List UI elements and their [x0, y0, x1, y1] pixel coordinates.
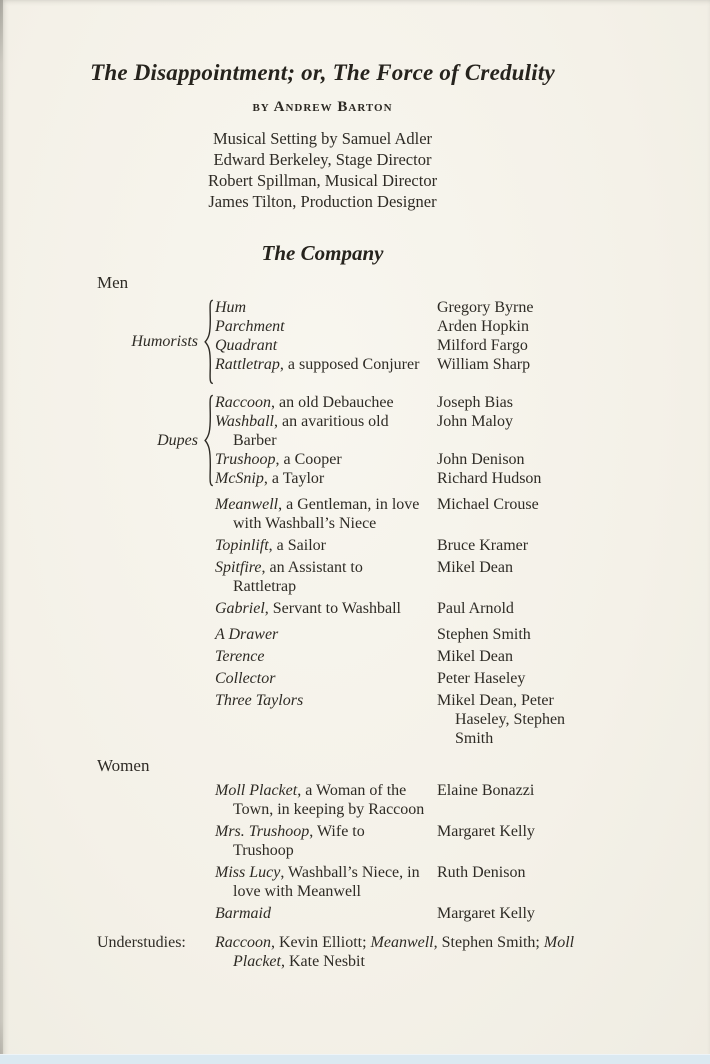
cast-entry	[215, 669, 710, 688]
production-credits	[0, 128, 645, 212]
cast-entry	[215, 536, 710, 555]
actor-name: Peter Haseley	[437, 669, 526, 687]
understudies-label: Understudies:	[97, 933, 186, 951]
role-desc: , an old Debauchee	[270, 393, 394, 411]
cast-entry	[215, 317, 710, 336]
actor-name: Stephen Smith	[437, 625, 531, 643]
cast-entry	[215, 599, 710, 618]
cast-group-dupes	[97, 393, 710, 488]
group-left	[97, 495, 215, 618]
role-cell	[215, 355, 437, 374]
role-cell	[215, 599, 437, 618]
understudy-item	[371, 934, 544, 951]
role-name: Trushoop	[215, 450, 276, 468]
cast-entry	[215, 625, 710, 644]
group-left	[97, 625, 215, 748]
role-name: Rattletrap	[215, 356, 280, 373]
cast-entry	[215, 336, 710, 355]
group-left	[97, 393, 215, 488]
cast-entry	[215, 450, 710, 469]
role-desc: , a supposed Conjurer	[279, 356, 420, 373]
actor-name: Joseph Bias	[437, 393, 513, 411]
understudies-section	[97, 933, 710, 971]
role-cell	[215, 495, 437, 533]
role-cell	[215, 469, 437, 488]
group-entries	[215, 298, 710, 386]
role-name: Terence	[215, 647, 265, 665]
group-entries	[215, 781, 710, 923]
byline: by Andrew Barton	[252, 99, 393, 115]
role-desc: , an avaritious old Barber	[233, 412, 389, 449]
actor-name: Mikel Dean, Peter Haseley, Stephen Smith	[437, 691, 566, 747]
actor-name: Michael Crouse	[437, 495, 539, 513]
role-name: Moll Placket	[215, 781, 298, 799]
cast-entry	[215, 355, 710, 374]
role-cell	[215, 393, 437, 412]
role-desc: , Washball’s Niece, in love with Meanwell	[233, 863, 420, 900]
role-desc: , Servant to Washball	[264, 599, 401, 617]
role-name: McSnip	[215, 469, 264, 487]
group-left	[97, 298, 215, 386]
role-name: Washball	[215, 412, 274, 430]
role-cell	[215, 450, 437, 469]
role-desc: , a Taylor	[263, 469, 325, 487]
role-cell	[215, 336, 437, 355]
actor-name: John Maloy	[437, 412, 513, 430]
actor-name: Richard Hudson	[437, 469, 542, 487]
role-cell	[215, 412, 437, 450]
role-cell	[215, 558, 437, 596]
role-desc: , a Cooper	[275, 450, 342, 468]
role-desc: , a Woman of the Town, in keeping by Raccoon	[233, 781, 425, 818]
group-label-humorists: Humorists	[131, 333, 198, 351]
actor-name: Mikel Dean	[437, 558, 513, 576]
role-cell	[215, 669, 437, 688]
group-entries	[215, 495, 710, 618]
group-label-dupes: Dupes	[157, 431, 198, 449]
role-name: Collector	[215, 669, 276, 687]
section-label-women: Women	[97, 755, 150, 775]
role-name: Raccoon	[215, 393, 271, 411]
credit-line: Edward Berkeley, Stage Director	[213, 150, 432, 169]
actor-name: Ruth Denison	[437, 863, 526, 881]
role-name: Quadrant	[215, 337, 278, 354]
company-heading: The Company	[261, 241, 384, 265]
cast-entry	[215, 904, 710, 923]
brace-icon	[203, 394, 215, 487]
cast-entry	[215, 393, 710, 412]
actor-name: Margaret Kelly	[437, 904, 535, 922]
role-cell	[215, 298, 437, 317]
group-entries	[215, 625, 710, 748]
cast-list	[97, 272, 710, 971]
actor-name: Elaine Bonazzi	[437, 781, 535, 799]
brace-icon	[203, 299, 215, 385]
understudies-content	[215, 933, 600, 971]
cast-entry	[215, 691, 710, 748]
section-label-men: Men	[97, 273, 129, 292]
cast-entry	[215, 822, 710, 860]
cast-entry	[215, 781, 710, 819]
scan-left-edge	[0, 0, 3, 1064]
cast-entry	[215, 298, 710, 317]
role-name: Miss Lucy	[215, 863, 281, 881]
cast-group-humorists	[97, 298, 710, 386]
role-desc: , an Assistant to Rattletrap	[233, 558, 363, 595]
actor-name: John Denison	[437, 450, 525, 468]
role-name: Parchment	[215, 318, 285, 335]
role-cell	[215, 781, 437, 819]
cast-entry	[215, 647, 710, 666]
actor-name: William Sharp	[437, 356, 531, 373]
role-cell	[215, 822, 437, 860]
actor-name: Gregory Byrne	[437, 299, 534, 316]
role-name: Three Taylors	[215, 691, 304, 709]
understudy-role: Raccoon	[215, 933, 271, 951]
actor-name: Paul Arnold	[437, 599, 514, 617]
role-name: Mrs. Trushoop	[215, 822, 310, 840]
understudy-role: Moll Placket	[233, 933, 575, 970]
cast-group-women	[97, 781, 710, 923]
actor-name: Mikel Dean	[437, 647, 513, 665]
role-desc: , a Sailor	[268, 536, 326, 554]
scan-bottom-edge	[0, 1054, 710, 1064]
cast-entry	[215, 863, 710, 901]
role-name: Spitfire	[215, 558, 262, 576]
credit-line: James Tilton, Production Designer	[208, 192, 437, 211]
role-cell	[215, 317, 437, 336]
role-name: Barmaid	[215, 904, 271, 922]
understudy-actor: , Kevin Elliott;	[270, 933, 371, 951]
group-left	[97, 781, 215, 923]
role-cell	[215, 904, 437, 923]
role-cell	[215, 647, 437, 666]
group-entries	[215, 393, 710, 488]
cast-entry	[215, 412, 710, 450]
role-cell	[215, 863, 437, 901]
cast-group-men-extras	[97, 625, 710, 748]
role-name: Meanwell	[215, 495, 279, 513]
role-cell	[215, 625, 437, 644]
role-name: Topinlift	[215, 536, 269, 554]
role-cell	[215, 691, 437, 748]
understudy-actor: , Stephen Smith;	[433, 933, 544, 951]
cast-entry	[215, 469, 710, 488]
actor-name: Arden Hopkin	[437, 318, 529, 335]
understudy-item	[215, 934, 371, 951]
page-title: The Disappointment; or, The Force of Credulity	[90, 60, 555, 85]
role-name: Hum	[215, 299, 247, 316]
actor-name: Milford Fargo	[437, 337, 528, 354]
actor-name: Margaret Kelly	[437, 822, 535, 840]
program-header	[0, 0, 645, 212]
cast-entry	[215, 495, 710, 533]
cast-entry	[215, 558, 710, 596]
understudy-actor: , Kate Nesbit	[280, 952, 365, 970]
credit-line: Musical Setting by Samuel Adler	[212, 129, 433, 148]
role-cell	[215, 536, 437, 555]
role-desc: , Wife to Trushoop	[233, 822, 365, 859]
credit-line: Robert Spillman, Musical Director	[207, 171, 438, 190]
cast-group-men-singles	[97, 495, 710, 618]
role-desc: , a Gentleman, in love with Washball’s Niece	[233, 495, 420, 532]
understudy-role: Meanwell	[370, 933, 434, 951]
role-name: A Drawer	[215, 625, 279, 643]
actor-name: Bruce Kramer	[437, 536, 529, 554]
role-name: Gabriel	[215, 599, 265, 617]
